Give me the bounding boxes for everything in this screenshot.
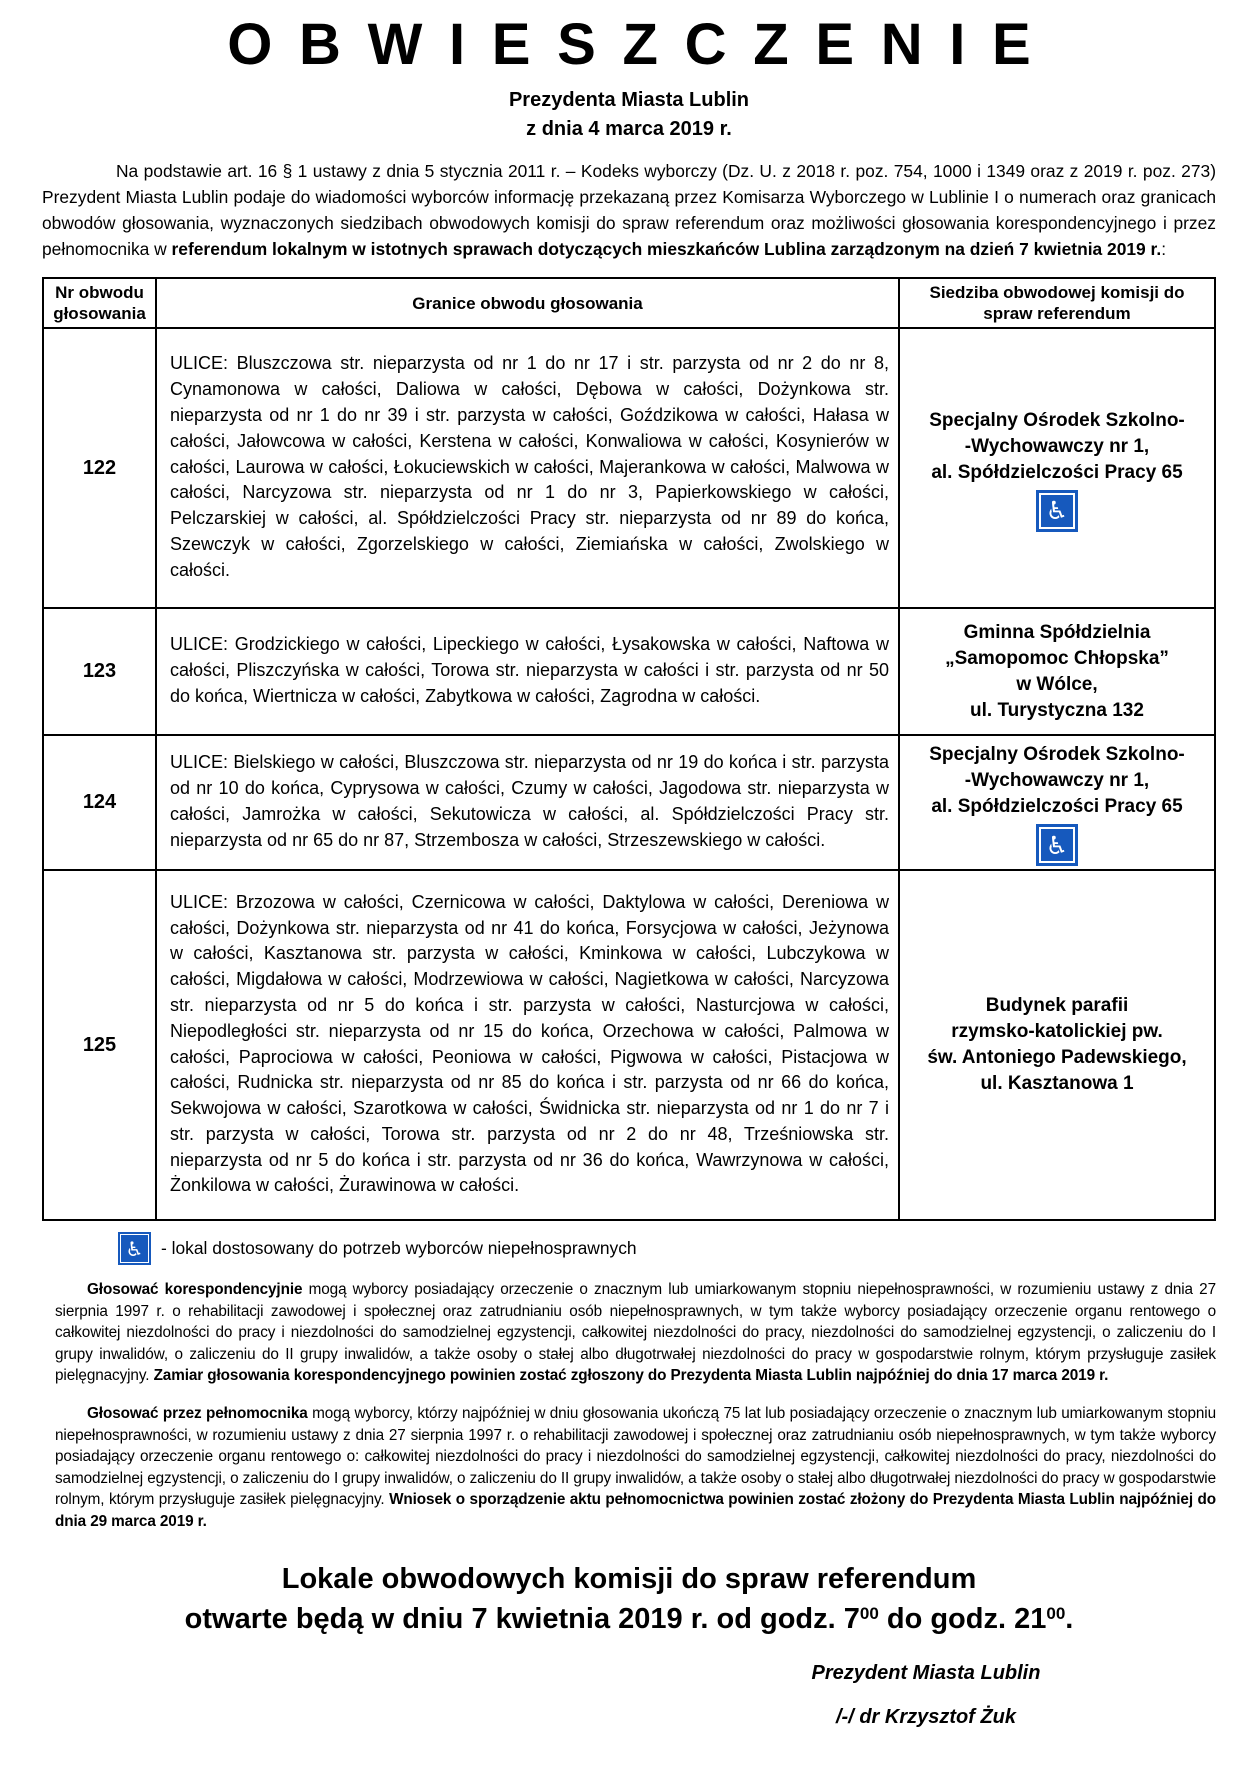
- proxy-voting-body: mogą wyborcy, którzy najpóźniej w dniu głosowania ukończą 75 lat lub posiadający orzeczenie o znacznym lub umiarkowanym stopniu niepełnosprawności, w rozumieniu ustawy z dnia 27 sierpnia 1997 r. o rehabilitacji zawodowej i społecznej oraz zatrudnianiu osób niepełnosprawnych, w tym także wyborcy posiadający orzeczenie organu rentowego o: całkowitej niezdolności do pracy i niezdolności do samodzielnej egzystencji, całkowitej niezdolności do pracy, niezdolności do samodzielnej egzystencji, o zaliczeniu do I grupy inwalidów, o zaliczeniu do II grupy inwalidów, a także osoby o stałej albo długotrwałej niezdolności do pracy w gospodarstwie rolnym, którym przysługuje zasiłek pielęgnacyjny.: [55, 1404, 1217, 1509]
- district-boundaries-cell: ULICE: Brzozowa w całości, Czernicowa w całości, Daktylowa w całości, Dereniowa w całości, Dożynkowa str. nieparzysta od nr 41 do końca, Forsycjowa w całości, Jeżynowa w całości, Kasztanowa str. parzysta w całości, Kminkowa w całości, Lubczykowa w całości, Migdałowa w całości, Modrzewiowa w całości, Nagietkowa w całości, Narcyzowa str. nieparzysta od nr 5 do końca i str. parzysta w całości, Nasturcjowa w całości, Niepodległości str. nieparzysta od nr 15 do końca, Orzechowa w całości, Palmowa w całości, Paprociowa w całości, Peoniowa w całości, Pigwowa w całości, Pistacjowa w całości, Rudnicka str. nieparzysta od nr 85 do końca i str. parzysta od nr 66 do końca, Sekwojowa w całości, Szarotkowa w całości, Świdnicka str. nieparzysta od nr 1 do nr 7 i str. parzysta w całości, Torowa str. parzysta od nr 2 do nr 48, Trześniowska str. nieparzysta od nr 5 do końca i str. parzysta od nr 36 do końca, Wawrzynowa w całości, Żonkilowa w całości, Żurawinowa w całości.: [156, 870, 899, 1220]
- polling-hours-line-2: otwarte będą w dniu 7 kwietnia 2019 r. od godz. $7^{00}$ do godz. $21^{00}$.: [184, 1602, 1074, 1635]
- postal-voting-lead: Głosować korespondencyjnie: [87, 1281, 303, 1298]
- district-number-cell: 124: [43, 735, 156, 870]
- district-boundaries-cell: ULICE: Grodzickiego w całości, Lipeckiego w całości, Łysakowska w całości, Naftowa w całości, Pliszczyńska w całości, Torowa str. nieparzysta w całości i str. parzysta od nr 50 do końca, Wiertnicza w całości, Zabytkowa w całości, Zagrodna w całości.: [156, 608, 899, 735]
- col-header-commission-seat: Siedziba obwodowej komisji do spraw referendum: [899, 278, 1215, 328]
- postal-voting-body: mogą wyborcy posiadający orzeczenie o znacznym lub umiarkowanym stopniu niepełnosprawności, w rozumieniu ustawy z dnia 27 sierpnia 1997 r. o rehabilitacji zawodowej i społecznej oraz zatrudnianiu osób niepełnosprawnych, w tym także wyborcy posiadający orzeczenie organu rentowego o całkowitej niezdolności do pracy i niezdolności do samodzielnej egzystencji, całkowitej niezdolności do pracy, niezdolności do samodzielnej egzystencji, o zaliczeniu do I grupy inwalidów, o zaliczeniu do II grupy inwalidów, a także osoby o stałej albo długotrwałej niezdolności do pracy w gospodarstwie rolnym, którym przysługuje zasiłek pielęgnacyjny.: [55, 1281, 1216, 1385]
- proxy-voting-paragraph: [55, 1403, 1216, 1533]
- table-row: [43, 328, 1215, 608]
- commission-seat-line: al. Spółdzielczości Pracy 65: [931, 796, 1183, 817]
- document-title: OBWIESZCZENIE: [227, 12, 1058, 77]
- commission-seat-cell: [899, 328, 1215, 608]
- commission-seat-line: al. Spółdzielczości Pracy 65: [931, 461, 1183, 483]
- accessible-location-marker: [904, 827, 1210, 863]
- col-header-boundaries: Granice obwodu głosowania: [156, 278, 899, 328]
- commission-seat-line: św. Antoniego Padewskiego,: [927, 1047, 1187, 1068]
- signature-block: [776, 1661, 1076, 1729]
- intro-paragraph: [42, 158, 1216, 262]
- district-number-cell: 125: [43, 870, 156, 1220]
- commission-seat-line: -Wychowawczy nr 1,: [964, 435, 1150, 457]
- district-boundaries-cell: ULICE: Bielskiego w całości, Bluszczowa str. nieparzysta od nr 19 do końca i str. parzysta od nr 10 do końca, Cyprysowa w całości, Czumy w całości, Jagodowa str. nieparzysta w całości, Jamrożka w całości, Sekutowicza w całości, al. Spółdzielczości Pracy str. nieparzysta od nr 65 do nr 87, Strzembosza w całości, Strzeszewskiego w całości.: [156, 735, 899, 870]
- document-author-line: Prezydenta Miasta Lublin: [508, 89, 750, 111]
- opening-hour-superscript: 00: [859, 1604, 879, 1624]
- district-number-cell: 122: [43, 328, 156, 608]
- table-body: [43, 328, 1215, 1220]
- commission-seat-cell: [899, 608, 1215, 735]
- commission-seat-line: ul. Turystyczna 132: [970, 699, 1144, 721]
- accessibility-legend: [120, 1234, 1216, 1263]
- commission-seat-line: Specjalny Ośrodek Szkolno-: [929, 409, 1185, 431]
- table-row: [43, 735, 1215, 870]
- commission-seat-line: -Wychowawczy nr 1,: [964, 770, 1150, 791]
- commission-seat-line: „Samopomoc Chłopska”: [945, 647, 1169, 669]
- signature-name: /-/ dr Krzysztof Żuk: [835, 1705, 1016, 1728]
- commission-seat-cell: [899, 735, 1215, 870]
- commission-seat-line: Specjalny Ośrodek Szkolno-: [929, 744, 1185, 765]
- commission-seat-line: Budynek parafii: [985, 995, 1129, 1016]
- proxy-voting-deadline: Wniosek o sporządzenie aktu pełnomocnictwa powinien zostać złożony do Prezydenta Miasta Lublin najpóźniej do dnia 29 marca 2019 r.: [55, 1491, 1216, 1530]
- col-header-district-number: Nr obwodu głosowania: [43, 278, 156, 328]
- district-number-cell: 123: [43, 608, 156, 735]
- legend-text: - lokal dostosowany do potrzeb wyborców niepełnosprawnych: [161, 1238, 637, 1258]
- intro-text-bold: referendum lokalnym w istotnych sprawach dotyczących mieszkańców Lublina zarządzonym na dzień 7 kwietnia 2019 r.: [171, 239, 1162, 259]
- wheelchair-accessibility-icon: ♿: [1039, 827, 1075, 863]
- postal-voting-deadline: Zamiar głosowania korespondencyjnego powinien zostać zgłoszony do Prezydenta Miasta Lublin najpóźniej do dnia 17 marca 2019 r.: [153, 1367, 1109, 1385]
- commission-seat-line: rzymsko-katolickiej pw.: [951, 1021, 1163, 1042]
- table-row: [43, 608, 1215, 735]
- table-row: [43, 870, 1215, 1220]
- wheelchair-accessibility-icon: ♿: [120, 1234, 149, 1263]
- commission-seat-cell: [899, 870, 1215, 1220]
- commission-seat-line: Gminna Spółdzielnia: [963, 621, 1151, 643]
- intro-text-suffix: :: [1161, 239, 1167, 259]
- intro-text: Na podstawie art. 16 § 1 ustawy z dnia 5 stycznia 2011 r. – Kodeks wyborczy (Dz. U. z 2018 r. poz. 754, 1000 i 1349 oraz z 2019 r. poz. 273) Prezydent Miasta Lublin podaje do wiadomości wyborców informację przekazaną przez Komisarza Wyborczego w Lublinie I o numerach oraz granicach obwodów głosowania, wyznaczonych siedzibach obwodowych komisji do spraw referendum oraz możliwości głosowania korespondencyjnego i przez pełnomocnika w: [42, 161, 1216, 259]
- accessible-location-marker: [904, 493, 1210, 529]
- polling-hours-line-1: Lokale obwodowych komisji do spraw referendum: [281, 1562, 977, 1595]
- postal-voting-paragraph: [55, 1279, 1216, 1387]
- commission-seat-line: ul. Kasztanowa 1: [980, 1073, 1134, 1094]
- proxy-voting-lead: Głosować przez pełnomocnika: [87, 1404, 308, 1422]
- polling-districts-table: [42, 277, 1216, 1221]
- closing-hour-superscript: 00: [1046, 1604, 1066, 1624]
- document-subtitle-block: [42, 86, 1216, 144]
- polling-hours-notice: [42, 1559, 1216, 1639]
- wheelchair-accessibility-icon: ♿: [1039, 493, 1075, 529]
- signature-title: Prezydent Miasta Lublin: [811, 1661, 1041, 1684]
- district-boundaries-cell: ULICE: Bluszczowa str. nieparzysta od nr 1 do nr 17 i str. parzysta od nr 2 do nr 8, Cynamonowa w całości, Daliowa w całości, Dębowa w całości, Dożynkowa str. nieparzysta od nr 1 do nr 39 i str. parzysta w całości, Goździkowa w całości, Hałasa w całości, Jałowcowa w całości, Kerstena w całości, Konwaliowa w całości, Kosynierów w całości, Laurowa w całości, Łokuciewskich w całości, Majerankowa w całości, Malwowa w całości, Narcyzowa str. nieparzysta od nr 1 do nr 3, Papierkowskiego w całości, Pelczarskiej w całości, al. Spółdzielczości Pracy str. nieparzysta od nr 89 do końca, Szewczyk w całości, Zgorzelskiego w całości, Ziemiańska w całości, Zwolskiego w całości.: [156, 328, 899, 608]
- commission-seat-line: w Wólce,: [1016, 673, 1098, 695]
- table-header: [43, 278, 1215, 328]
- table-header-row: [43, 278, 1215, 328]
- document-date-line: z dnia 4 marca 2019 r.: [526, 118, 732, 140]
